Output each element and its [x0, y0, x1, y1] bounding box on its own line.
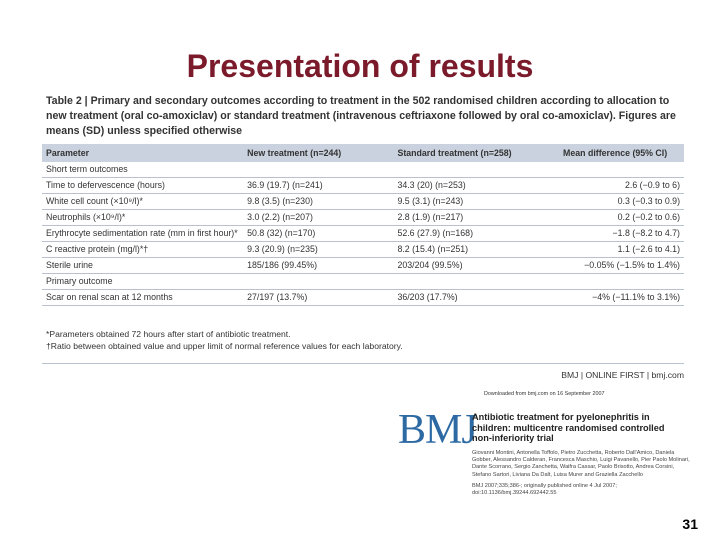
table-caption-label: Table 2 | — [46, 95, 88, 107]
cell-standard: 9.5 (3.1) (n=243) — [393, 194, 559, 210]
article-authors: Giovanni Montini, Antonella Toffolo, Pietro Zucchetta, Roberto Dall'Amico, Daniela Gobber, Alessandro Calderan, Francesca Maschio, Luigi Pavanello, Pier Paolo Molinari, Dante Scorrano, Sergio Zanchetta, Waifra Cassar, Paolo Brisotto, Andrea Corsini, Stefano Sartori, Liviana Da Dalt, Luisa Murer and Graziella Zacchello — [472, 450, 690, 478]
bmj-logo: BMJ — [398, 407, 477, 453]
outcomes-table-figure — [42, 92, 684, 380]
table-row — [42, 258, 684, 274]
header-parameter: Parameter — [42, 144, 243, 162]
article-title: Antibiotic treatment for pyelonephritis in children: multicentre randomised controlled non-inferiority trial — [472, 412, 665, 443]
section-label-short-term: Short term outcomes — [42, 162, 684, 178]
footnote-ratio: †Ratio between obtained value and upper limit of normal reference values for each laboratory. — [46, 341, 403, 351]
bmj-footer-strip — [42, 363, 684, 380]
cell-standard: 2.8 (1.9) (n=217) — [393, 210, 559, 226]
article-citation: BMJ 2007;335;386-; originally published online 4 Jul 2007; doi:10.1136/bmj.39244.692442.55 — [472, 483, 617, 497]
cell-parameter: Time to defervescence (hours) — [42, 178, 243, 194]
table-row — [42, 210, 684, 226]
page-number: 31 — [682, 516, 698, 532]
cell-new: 9.3 (20.9) (n=235) — [243, 242, 393, 258]
table-caption-text: Primary and secondary outcomes according to treatment in the 502 randomised children according to allocation to new treatment (oral co-amoxiclav) or standard treatment (intravenous ceftriaxone followed by oral co-amoxiclav). Figures are means (SD) unless specified otherwise — [46, 95, 676, 137]
section-label-primary: Primary outcome — [42, 274, 684, 290]
section-row-short-term — [42, 162, 684, 178]
cell-parameter: Neutrophils (×10⁹/l)* — [42, 210, 243, 226]
footnote-parameters: *Parameters obtained 72 hours after start of antibiotic treatment. — [46, 329, 291, 339]
download-note: Downloaded from bmj.com on 16 September 2007 — [484, 391, 605, 397]
cell-standard: 203/204 (99.5%) — [393, 258, 559, 274]
cell-new: 9.8 (3.5) (n=230) — [243, 194, 393, 210]
cell-new: 3.0 (2.2) (n=207) — [243, 210, 393, 226]
cell-new: 27/197 (13.7%) — [243, 290, 393, 306]
section-row-primary — [42, 274, 684, 290]
cell-difference: 2.6 (−0.9 to 6) — [559, 178, 684, 194]
cell-difference: −4% (−11.1% to 3.1%) — [559, 290, 684, 306]
table-header-row — [42, 144, 684, 162]
bmj-online-first-line: BMJ | ONLINE FIRST | bmj.com — [561, 370, 684, 380]
cell-new: 185/186 (99.45%) — [243, 258, 393, 274]
table-row — [42, 226, 684, 242]
cell-new: 36.9 (19.7) (n=241) — [243, 178, 393, 194]
cell-parameter: Scar on renal scan at 12 months — [42, 290, 243, 306]
header-mean-difference: Mean difference (95% CI) — [559, 144, 684, 162]
header-standard-treatment: Standard treatment (n=258) — [393, 144, 559, 162]
table-caption — [46, 94, 682, 139]
cell-standard: 36/203 (17.7%) — [393, 290, 559, 306]
cell-parameter: Erythrocyte sedimentation rate (mm in first hour)* — [42, 226, 243, 242]
table-footnotes — [46, 328, 403, 352]
cell-difference: −0.05% (−1.5% to 1.4%) — [559, 258, 684, 274]
slide-title: Presentation of results — [186, 48, 534, 84]
cell-difference: 0.3 (−0.3 to 0.9) — [559, 194, 684, 210]
table-row — [42, 178, 684, 194]
table-row — [42, 290, 684, 306]
outcomes-table — [42, 144, 684, 306]
cell-parameter: Sterile urine — [42, 258, 243, 274]
cell-parameter: C reactive protein (mg/l)*† — [42, 242, 243, 258]
cell-difference: −1.8 (−8.2 to 4.7) — [559, 226, 684, 242]
cell-standard: 52.6 (27.9) (n=168) — [393, 226, 559, 242]
cell-new: 50.8 (32) (n=170) — [243, 226, 393, 242]
cell-parameter: White cell count (×10⁹/l)* — [42, 194, 243, 210]
cell-standard: 34.3 (20) (n=253) — [393, 178, 559, 194]
cell-standard: 8.2 (15.4) (n=251) — [393, 242, 559, 258]
cell-difference: 1.1 (−2.6 to 4.1) — [559, 242, 684, 258]
header-new-treatment: New treatment (n=244) — [243, 144, 393, 162]
table-row — [42, 194, 684, 210]
cell-difference: 0.2 (−0.2 to 0.6) — [559, 210, 684, 226]
table-row — [42, 242, 684, 258]
